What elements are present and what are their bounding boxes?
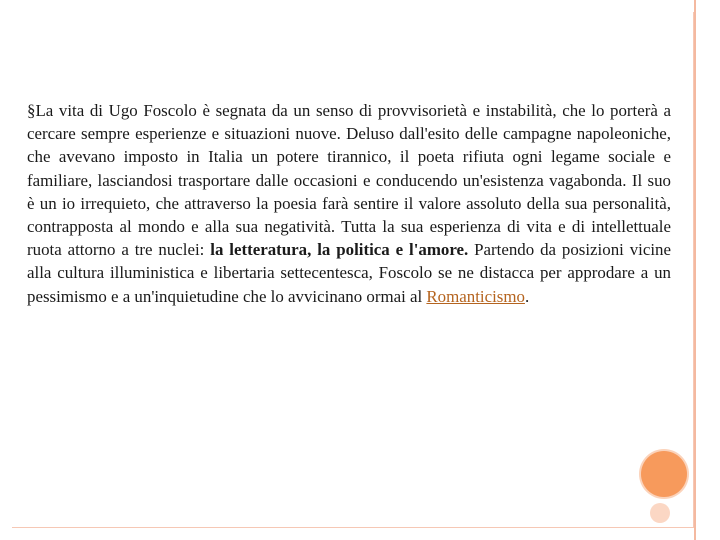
- decorative-small-circle-icon: [650, 503, 670, 523]
- paragraph-text-end: .: [524, 286, 530, 306]
- romanticismo-link[interactable]: Romanticismo: [426, 286, 525, 306]
- paragraph-bold-text: la letteratura, la politica e l'amore.: [210, 240, 469, 260]
- body-paragraph: [27, 99, 671, 308]
- bullet-icon: §: [27, 101, 36, 120]
- decorative-circle-icon: [641, 451, 687, 497]
- paragraph-text-intro: La vita di Ugo Foscolo è segnata da un senso di provvisorietà e instabilità, che lo porterà a cercare sempre esperienze e situazioni nuove. Deluso dall'esito delle campagne napoleoniche, che avevano imposto in Italia un potere tirannico, il poeta rifiuta ogni legame sociale e familiare, lasciandosi trasportare dalle occasioni e conducendo un'esistenza vagabonda. Il suo è un io irrequieto, che attraverso la poesia farà sentire il valore assoluto della sua personalità, contrapposta al mondo e alla sua negatività. Tutta la sua esperienza di vita e di intellettuale ruota attorno a tre nuclei:: [27, 101, 671, 260]
- paragraph-text-continued: Partendo da posizioni vicine alla cultura illuministica e libertaria settecentesca, Foscolo se ne distacca per approdare a un pessimismo e a un'inquietudine che lo avvicinano ormai al: [27, 240, 671, 306]
